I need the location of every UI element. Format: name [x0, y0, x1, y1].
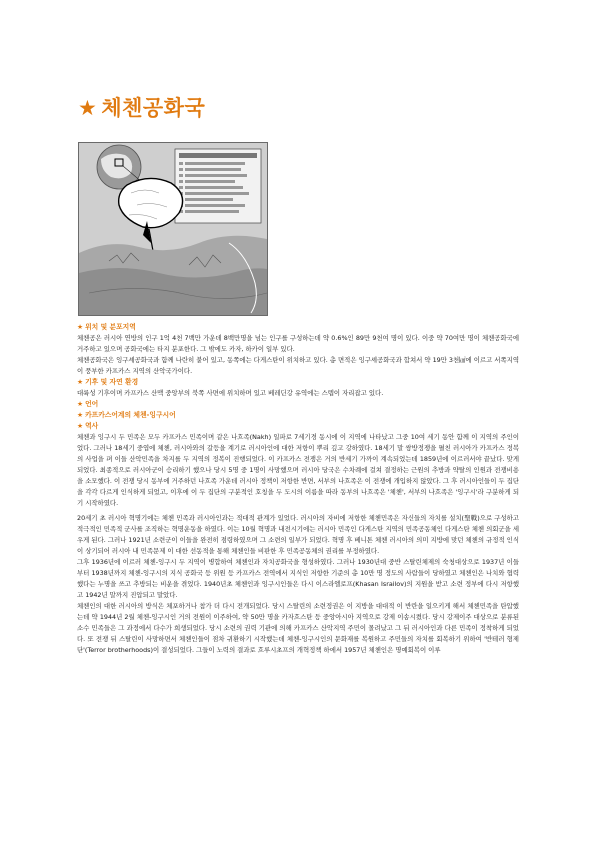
star-bullet-icon: ★ [77, 378, 84, 386]
page-title [78, 92, 205, 122]
star-bullet-icon: ★ [77, 422, 84, 430]
history-paragraph-2: 20세기 초 러시아 혁명기에는 체첸 민족과 러시아인과는 적대적 관계가 있었다. 러시아의 자비에 저항한 체첸민족은 자신들의 자치를 설치(聖戰)으로 구성하고 적극적인 민족적 군사를 조직하는 혁명운동을 하였다. 이는 10월 혁명과 내전시기에는 러시아 민족인 다게스탄 지역의 민족공동체인 다게스탄 체첸 의회군을 세우게 된다. 그러나 1921년 소련군이 이들을 완전히 점령하였으며 그 소련의 일부가 되었다. 혁명 후 베니톤 체첸 러시아의 의미 지방에 맞던 체첸의 규정적 인식이 상기되어 러시아 내 민족문제 이 대한 선동적을 통해 체첸인들 비판한 후 민족공동체의 권리를 부정하였다. [77, 514, 519, 555]
star-bullet-icon: ★ [77, 400, 84, 408]
document-body [77, 322, 519, 656]
history-paragraph-3: 그후 1936년에 이르러 체첸-잉구시 두 지역이 병합하여 체첸인과 자치공화국을 형성하였다. 그러나 1930년대 중반 스탈린체제의 숙청대상으로 1937년 이들부터 1938년까지 체첸-잉구시의 지식 공화국 등 위원 등 카프카스 전역에서 지식인 저항한 기준의 총 10만 명 정도의 사람들이 당하였고 체첸인은 나치와 협력했다는 누명을 쓰고 추방되는 비운을 겪었다. 1940년초 체첸인과 잉구시인들은 다시 이스라엘로프(Khasan Israilov)의 지원을 받고 소련 정부에 다시 저항했고 1942년 말까지 진압되고 말았다. [77, 558, 519, 599]
history-paragraph-1: 체첸과 잉구시 두 민족은 모두 카프카스 민족이며 같은 나흐족(Nakh) 일파로 7세기경 동시에 이 지역에 나타났고 그중 10여 세기 동안 함께 이 지역의 주인이었다. 그러나 18세기 중엽에 체첸, 러시아와의 갈등을 계기로 러시아인에 대한 저항이 뿌리 깊고 강하였다. 18세기 말 쌍방정쟁을 펼친 러시아가 카프카스 정복의 사업을 펴 이들 산악민족을 차지를 두 지역의 정복이 진행되었다. 이 카프카스 전쟁은 거의 반세기 가까이 계속되었는데 1859년에 이르러서야 끝났다. 맞게 되었다. 최종적으로 러시아군이 승리하기 했으나 당시 5명 중 1명이 사망했으며 러시아 당국은 수차례에 걸쳐 결정하는 근원의 추방과 약탈의 인원과 전쟁비용을 소모했다. 이 전쟁 당시 동부에 거주하던 나흐족 가운데 러시아 정책이 저항한 반면, 서부의 나흐족은 이 전쟁에 개입하지 않았다. 그 후 러시아인들이 두 집단을 각각 다르게 인식하게 되었고, 이후에 이 두 집단의 구분적인 호칭을 두 도시의 이름을 따라 동부의 나흐족은 '체첸', 서부의 나흐족은 '잉구시'라 구분하게 되기 시작하였다. [77, 433, 519, 507]
map-legend [175, 149, 261, 223]
section-heading-language: ★ 언어 [77, 400, 99, 408]
section-heading-climate: ★ 기후 및 자연 환경 [77, 378, 139, 386]
section-heading-history: ★ 역사 [77, 422, 99, 430]
page-title-text: 체첸공화국 [101, 96, 206, 120]
star-bullet-icon: ★ [77, 323, 84, 331]
location-map-image [78, 142, 268, 316]
section-heading-location: ★ 위치 및 분포지역 [77, 323, 136, 331]
language-value: ★ 카프카스어계의 체첸-잉구시어 [77, 411, 176, 419]
star-bullet-icon: ★ [77, 411, 84, 419]
climate-paragraph: 대륙성 기후이며 카프카스 산맥 중앙부의 북쪽 사면에 위치하며 있고 베레딘강 유역에는 스텝이 자리잡고 있다. [77, 389, 384, 397]
history-paragraph-4: 체첸인의 대한 러시아의 방식은 체포하거나 참가 더 다시 전개되었다. 당시 스탈린의 소련정권은 이 지방을 대대적 이 반란을 일으키게 해서 체첸민족을 탄압했는데 약 1944년 2월 체첸-잉구시인 거의 전원이 이주하여, 약 50만 명을 카자흐스탄 등 중앙아시아 지역으로 강제 이송시켰다. 당시 강제이주 대상으로 분류된 소수 민족들은 그 과정에서 다수가 희생되었다. 당시 소련의 권력 기관에 의해 카프카스 산악지역 주민이 몰려났고 그 뒤 러시아인과 다른 민족이 정착하게 되었다. 또 전쟁 뒤 스탈린이 사망하면서 체첸인들이 점차 귀환하기 시작했는데 체첸-잉구시인의 문화재를 복원하고 주민들의 자치를 회복하기 위하여 '반테러 형제단'(Terror brotherhoods)이 결성되었다. 그들이 노력의 결과로 흐루시초프의 개혁정책 하에서 1957년 체첸인은 명예회복이 이루 [77, 602, 519, 654]
location-paragraph-1: 체첸공은 러시아 연방의 인구 1억 4천 7백만 가운데 8백만명을 넘는 인구를 구성하는데 약 0.6%인 89만 9천여 명이 있다. 이중 약 70여만 명이 체첸공화국에 거주하고 있으며 공화국에는 타지 분포한다. 그 밖에도 카자, 하카이 일부 있다. [77, 334, 519, 353]
location-paragraph-2: 체첸공화국은 잉구셰공화국과 함께 나란히 붙어 있고, 동쪽에는 다게스탄이 위치하고 있다. 총 면적은 잉구셰공화국과 합쳐서 약 19만 3천㎢에 이르고 서쪽지역이 풍부한 카프카스 지역의 산악국가이다. [77, 356, 519, 375]
star-icon: ★ [78, 96, 98, 120]
